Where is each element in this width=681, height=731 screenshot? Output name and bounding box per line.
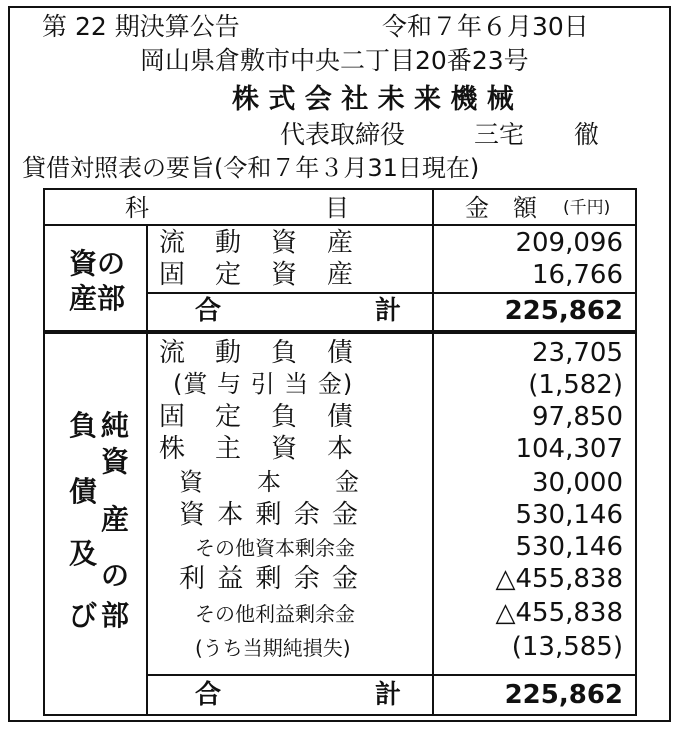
liab-row-value: 30,000 [532,468,623,498]
company-address: 岡山県倉敷市中央二丁目20番23号 [140,46,529,75]
liab-row-value: 104,307 [515,434,623,464]
liab-section-label: の [101,559,130,592]
liab-section-label: 及 [69,537,98,570]
liab-row-label: 株 主 資 本 [159,434,356,464]
liab-section-label: 資 [101,445,130,478]
company-name: 株 式 会 社 未 来 機 械 [232,84,514,115]
assets-row-label: 固 定 資 産 [159,260,356,290]
liab-row-label: 資 本 剰 余 金 [179,500,361,530]
assets-row-value: 209,096 [515,228,623,258]
liab-row-value: 97,850 [532,402,623,432]
liab-row-value: (1,582) [528,370,623,400]
liab-section-label: 純 [101,409,130,442]
col-header-amount: 金 額 [465,194,537,222]
liab-total-label-right: 計 [375,680,404,710]
assets-total-value: 225,862 [504,296,623,326]
liab-row-label: 流 動 負 債 [159,338,356,368]
liab-row-label: 固 定 負 債 [159,402,356,432]
representative-name: 三宅 徹 [474,120,600,149]
representative-title: 代表取締役 [280,120,406,149]
liab-row-value: △455,838 [495,598,623,628]
liab-total-label-left: 合 [195,680,224,710]
balance-sheet-table [43,188,637,716]
liab-section-label: 部 [101,599,130,632]
liab-row-label: その他資本剰余金 [195,536,355,560]
liab-total-value: 225,862 [504,680,623,710]
liab-row-value: 23,705 [532,338,623,368]
liab-row-value: 530,146 [515,532,623,562]
col-header-item-left: 科 [125,194,149,222]
assets-section-label-1: 資の [69,247,126,280]
liab-row-label: 資 本 金 [179,468,361,496]
liab-row-value: (13,585) [511,632,623,662]
assets-total-label-left: 合 [195,296,224,326]
notice-title: 第 22 期決算公告 [42,12,240,41]
col-header-unit: (千円) [563,198,611,218]
liab-row-value: 530,146 [515,500,623,530]
liab-section-label: 債 [69,475,98,508]
assets-total-label-right: 計 [375,296,404,326]
liab-section-label: び [69,599,98,632]
balance-sheet-title: 貸借対照表の要旨(令和７年３月31日現在) [22,154,480,182]
liab-row-label: (賞 与 引 当 金) [173,370,354,398]
liab-section-label: 産 [101,503,130,536]
col-header-item-right: 目 [325,194,349,222]
liab-section-label: 負 [69,409,98,442]
liab-row-label: その他利益剰余金 [195,602,355,626]
assets-section-label-2: 産部 [69,282,126,315]
assets-row-label: 流 動 資 産 [159,228,356,258]
liab-row-value: △455,838 [495,564,623,594]
liab-row-label: (うち当期純損失) [195,636,351,660]
assets-row-value: 16,766 [532,260,623,290]
liab-row-label: 利 益 剰 余 金 [179,564,361,594]
notice-date: 令和７年６月30日 [382,12,589,41]
